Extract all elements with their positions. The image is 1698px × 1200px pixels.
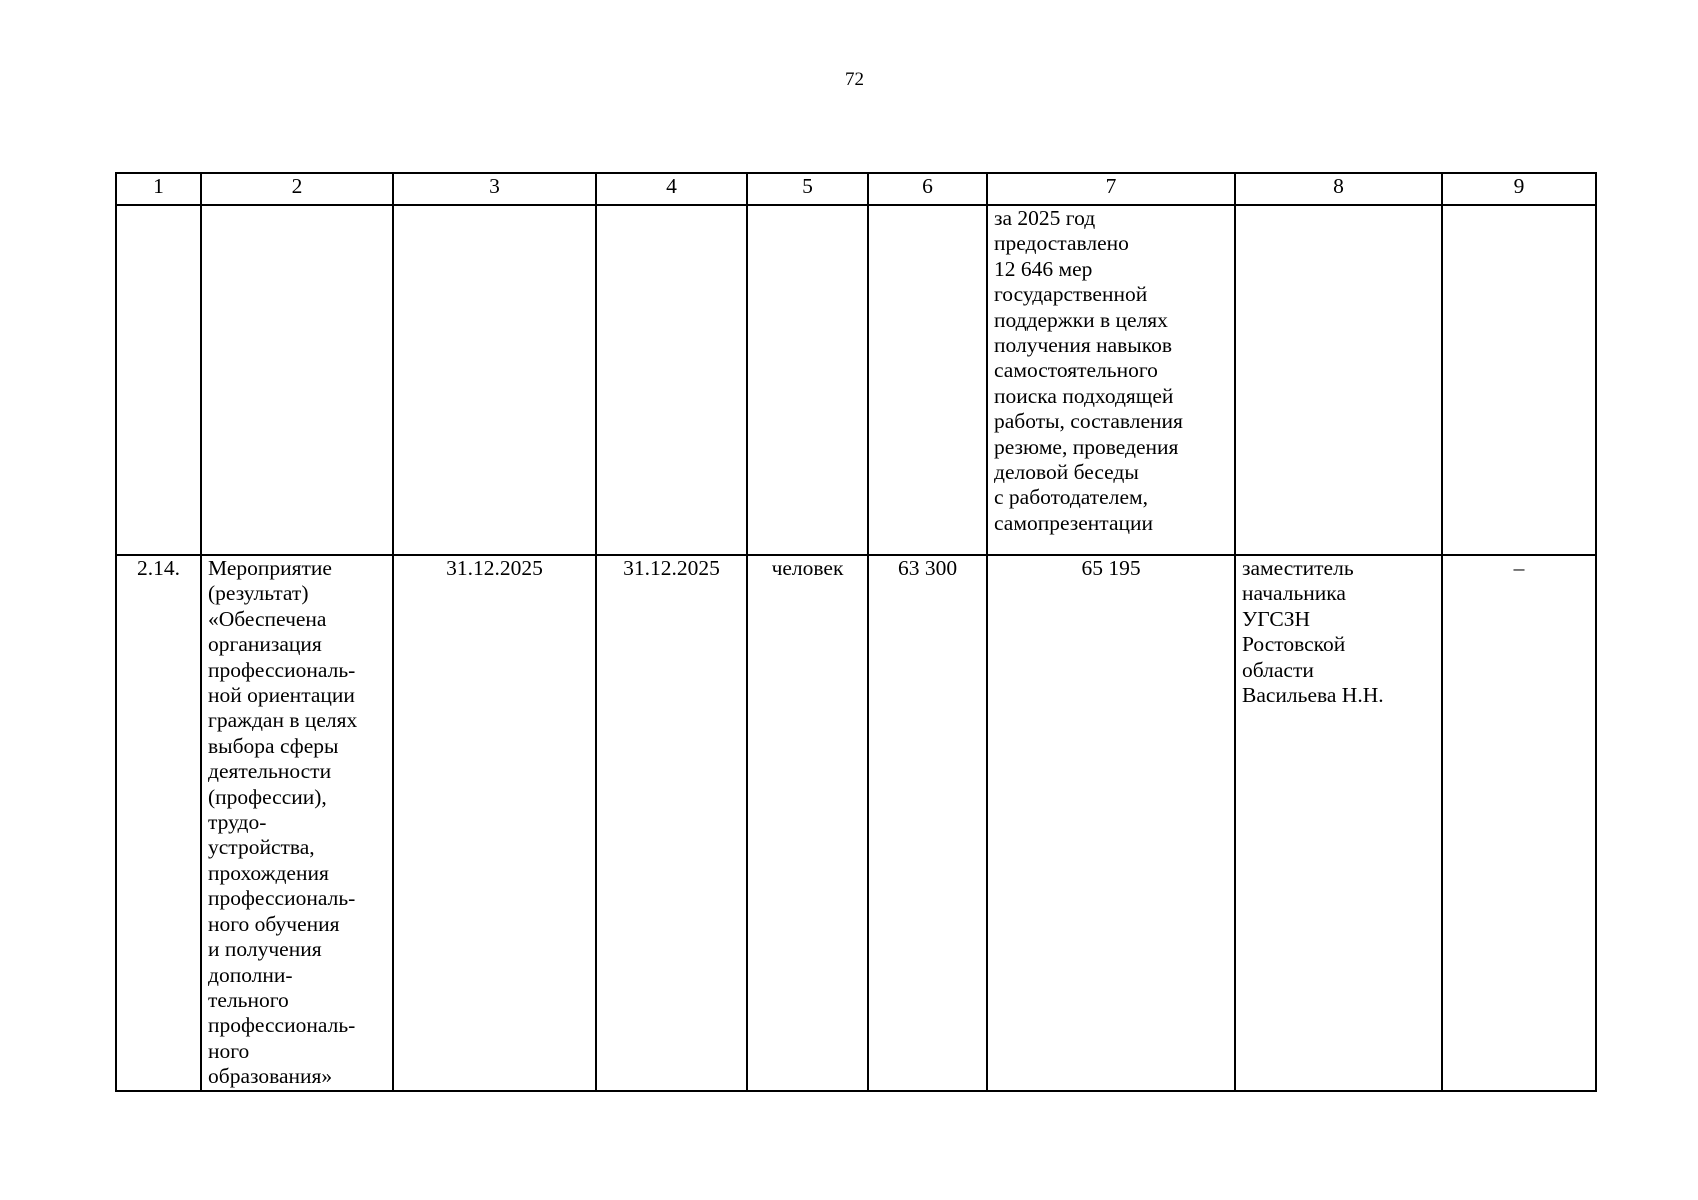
text-line: УГСЗН [1242,606,1311,631]
page-number: 72 [845,69,864,90]
cell-empty [596,205,747,555]
text-line: самопрезентации [994,510,1154,535]
text-line: профессиональ- [208,1013,356,1038]
header-cell-3: 3 [393,173,596,205]
unit-of-measure: человек [747,555,868,1091]
text-line: (результат) [208,581,309,606]
text-line: 12 646 мер [994,256,1093,281]
table-row-continuation [116,205,1596,555]
cell-empty [116,205,201,555]
text-line: ного [208,1038,250,1063]
text-line: деловой беседы [994,460,1139,485]
header-cell-6: 6 [868,173,987,205]
header-cell-7: 7 [987,173,1235,205]
text-line: за 2025 год [994,206,1096,230]
text-line: организация [208,632,322,657]
cell-empty [1442,205,1596,555]
header-cell-1: 1 [116,173,201,205]
text-line: получения навыков [994,333,1172,358]
text-line: образования» [208,1064,333,1089]
text-line: Мероприятие [208,556,332,580]
actual-value: 65 195 [987,555,1235,1091]
header-cell-9: 9 [1442,173,1596,205]
text-line: прохождения [208,860,329,885]
text-line: с работодателем, [994,485,1148,510]
actual-date: 31.12.2025 [596,555,747,1091]
text-line: «Обеспечена [208,606,327,631]
text-line: поддержки в целях [994,307,1168,332]
text-line: предоставлено [994,231,1129,256]
cell-empty [393,205,596,555]
text-line: профессиональ- [208,886,356,911]
text-line: государственной [994,282,1148,307]
text-line: начальника [1242,581,1346,606]
row-number: 2.14. [116,555,201,1091]
table-row-2-14 [116,555,1596,1091]
text-line: (профессии), [208,784,327,809]
text-line: ной ориентации [208,683,355,708]
cell-empty [747,205,868,555]
cell-empty [868,205,987,555]
text-line: резюме, проведения [994,434,1179,459]
header-cell-4: 4 [596,173,747,205]
text-line: заместитель [1242,556,1354,580]
text-line: профессиональ- [208,657,356,682]
event-name-cell [201,555,393,1091]
text-line: выбора сферы [208,733,339,758]
text-line: работы, составления [994,409,1183,434]
text-line: самостоятельного [994,358,1158,383]
result-description-cell [987,205,1235,555]
text-line: и получения [208,937,322,962]
responsible-person-cell [1235,555,1442,1091]
header-cell-5: 5 [747,173,868,205]
text-line: области [1242,657,1314,682]
text-line: трудо- [208,810,267,835]
table-header-row [116,173,1596,205]
text-line: граждан в целях [208,708,358,733]
cell-empty [201,205,393,555]
notes-cell: – [1442,555,1596,1091]
text-line: деятельности [208,759,332,784]
header-cell-8: 8 [1235,173,1442,205]
planned-date: 31.12.2025 [393,555,596,1091]
cell-empty [1235,205,1442,555]
header-cell-2: 2 [201,173,393,205]
text-line: ного обучения [208,911,340,936]
planned-value: 63 300 [868,555,987,1091]
text-line: тельного [208,987,289,1012]
text-line: устройства, [208,835,315,860]
text-line: Ростовской [1242,632,1346,657]
text-line: поиска подходящей [994,383,1174,408]
text-line: Васильева Н.Н. [1242,683,1384,708]
text-line: дополни- [208,962,293,987]
report-table [115,172,1597,1092]
